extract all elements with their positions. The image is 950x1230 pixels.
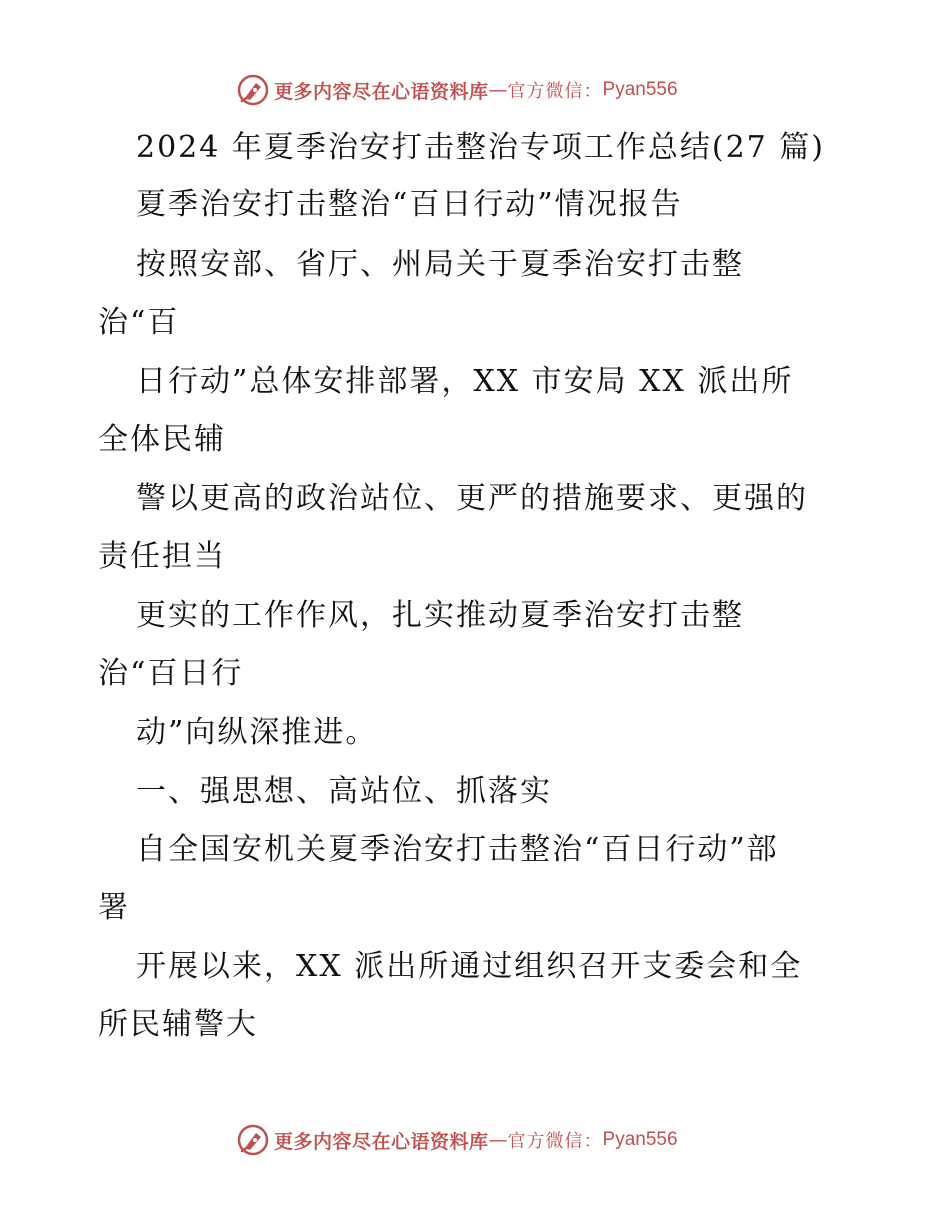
document-title: 2024 年夏季治安打击整治专项工作总结(27 篇) (136, 130, 826, 165)
pen-nib-logo-icon (236, 73, 270, 107)
paragraph-line: 动”向纵深推进。 (136, 715, 378, 750)
header-banner (236, 72, 678, 108)
paragraph-line: 更实的工作作风，扎实推动夏季治安打击整 (136, 598, 744, 633)
footer-banner (236, 1122, 678, 1158)
paragraph-line: 按照安部、省厅、州局关于夏季治安打击整 (136, 247, 744, 282)
banner-wechat-id: Pyan556 (602, 1129, 678, 1150)
paragraph-line: 自全国安机关夏季治安打击整治“百日行动”部 (136, 832, 779, 867)
paragraph-line: 全体民辅 (98, 422, 226, 457)
paragraph-line: 署 (98, 890, 130, 925)
paragraph-line: 治“百 (98, 305, 180, 340)
banner-wechat-label: 官方微信： (507, 1131, 603, 1152)
paragraph-line: 治“百日行 (98, 656, 244, 691)
pen-nib-logo-icon (236, 1123, 270, 1157)
banner-separator: — (488, 1129, 508, 1151)
paragraph-line: 日行动”总体安排部署，XX 市安局 XX 派出所 (136, 364, 794, 399)
paragraph-line: 责任担当 (98, 539, 226, 574)
banner-wechat-id: Pyan556 (602, 79, 678, 100)
paragraph-line: 警以更高的政治站位、更严的措施要求、更强的 (136, 481, 808, 516)
paragraph-line: 开展以来，XX 派出所通过组织召开支委会和全 (136, 949, 803, 984)
paragraph-line: 所民辅警大 (98, 1007, 258, 1042)
banner-wechat-label: 官方微信： (507, 81, 603, 102)
banner-separator: — (488, 79, 508, 101)
section-heading: 一、强思想、高站位、抓落实 (136, 774, 552, 809)
banner-title: 更多内容尽在心语资料库 (274, 80, 489, 103)
banner-title: 更多内容尽在心语资料库 (274, 1130, 489, 1153)
document-subtitle: 夏季治安打击整治“百日行动”情况报告 (136, 187, 683, 222)
